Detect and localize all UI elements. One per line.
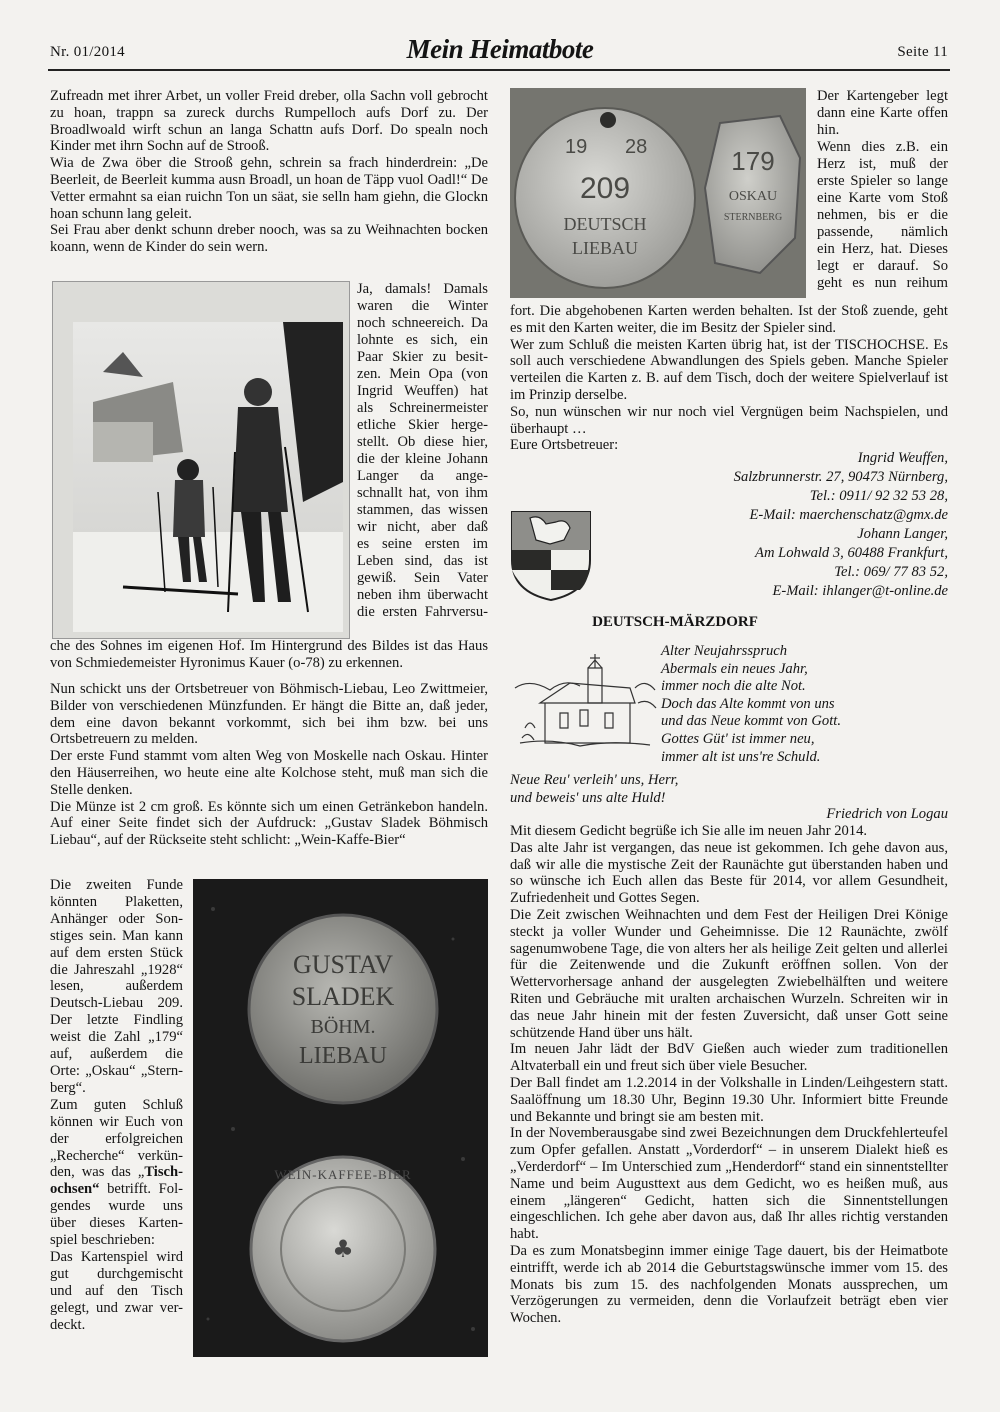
- poem-line: und beweis' uns alte Huld!: [510, 789, 666, 806]
- coin-photo-image: [193, 879, 488, 1357]
- contact-line: Tel.: 0911/ 92 32 53 28,: [809, 488, 948, 504]
- section-heading: DEUTSCH-MÄRZDORF: [592, 614, 758, 630]
- finds-line: Das Kartenspiel wird: [50, 1248, 183, 1265]
- finds-line-ochsen: [50, 1181, 183, 1198]
- ski-line: lohnte es sich, ein: [357, 332, 488, 348]
- ski-line: Langer da ange-: [357, 468, 488, 484]
- ski-line: als Schreinermeister: [357, 400, 488, 416]
- coins-text: [50, 681, 488, 849]
- body-paragraph: In der Novemberausgabe sind zwei Bezeichnungen dem Druckfehlerteufel zum Opfer gefallen. Anstatt „Vorderdorf“ – in unserem Dialekt hieß es „Verderdorf“ – Im Unterschied zum „Henderdorf“ stand ein sinnentstellter Name und beim Augusttext aus dem Gedicht, wo es heißen muß, aus einem „längeren“ Gedicht, hatten sich die Sinnentstellungen eingeschlichen. Ich gehe aber davon aus, daß Ihr alles richtig verstanden habt.: [510, 1125, 948, 1243]
- intro-paragraph: Zufreadn met ihrer Arbet, un voller Freid dreber, olla Sachn voll gebrocht zu hoan, trappn sa zureck durchs Rumpelloch aufs Dorf zu. Der Broadlwoald wirft schun an langa Schattn aufs Dorf. Do spealn noch Kinder met ihrn Sochn auf de Strooß.: [50, 88, 488, 155]
- header-rule: [48, 69, 950, 71]
- coin-clover-icon: ♣: [332, 1235, 354, 1263]
- poem-title: Alter Neujahrsspruch: [661, 643, 788, 659]
- maerzdorf-text: [510, 823, 948, 1327]
- tag-year-right: 28: [625, 136, 648, 158]
- contact-email: E-Mail: ihlanger@t-online.de: [772, 583, 948, 599]
- body-paragraph: Das alte Jahr ist vergangen, das neue ist gekommen. Ich gehe davon aus, daß wir alle die mystische Zeit der Raunächte gut überstanden haben und so wünsche ich Euch allen das Beste für 2014, vor allem Gesundheit, Zufriedenheit und Gottes Segen.: [510, 839, 948, 907]
- ski-line: Ingrid Weuffen) hat: [357, 383, 488, 399]
- church-icon: [510, 648, 658, 752]
- finds-line-end: betrifft. Fol-: [99, 1181, 183, 1198]
- page-number: Seite 11: [897, 44, 948, 60]
- finds-line: und auf den Tisch: [50, 1282, 183, 1299]
- coat-of-arms: [510, 510, 592, 602]
- finds-line: auf, außerdem die: [50, 1046, 183, 1063]
- ski-line: neben ihm überwacht: [357, 587, 488, 603]
- contact-line: Johann Langer,: [857, 526, 948, 542]
- coins-paragraph: Nun schickt uns der Ortsbetreuer von Böhmisch-Liebau, Leo Zwittmeier, Bilder von verschiedenen Münzfunden. Er hängt die Bitte an, daß jeder, dem eine davon bekannt vorkommt, sich bei ihm bzw. bei uns Ortsbetreuern zu melden.: [50, 681, 488, 748]
- body-paragraph: Die Zeit zwischen Weihnachten und dem Fest der Heiligen Drei Könige steckt ja voller Wunder und Geheimnisse. Die 12 Raunächte, zwölf sagenumwobene Tage, die von alters her als heilige Zeit gelten und allerlei für die Zeitenwende und die Zukunft eröffnen sollen. Von der Wettervorhersage anhand der ausgelegten Zwiebelhälften und weitere Riten und Gebräuche mit uralten archaischen Wurzeln. Schreiten wir in das neue Jahr hinein mit der festen Zuversicht, daß unser Gott seine schützende Hand über uns hält.: [510, 906, 948, 1041]
- finds-line: Orte: „Oskau“ „Stern-: [50, 1062, 183, 1079]
- card-line: Der Kartengeber legt: [817, 88, 948, 104]
- ski-line: die ersten Fahrversu-: [357, 604, 488, 620]
- ski-line: zen. Mein Opa (von: [357, 366, 488, 382]
- coin-back-text: WEIN-KAFFEE-BIER: [274, 1167, 412, 1182]
- finds-line: spiel beschrieben:: [50, 1232, 155, 1249]
- poem-line: und das Neue kommt von Gott.: [661, 713, 841, 730]
- card-game-text: [817, 88, 948, 292]
- finds-line-start: den, was das „: [50, 1164, 145, 1181]
- ski-line: Ja, damals! Damals: [357, 281, 488, 297]
- finds-line: Die zweiten Funde: [50, 877, 183, 893]
- masthead-logo: Mein Heimatbote: [406, 34, 594, 64]
- card-line: Wenn dies z.B. ein: [817, 139, 948, 155]
- ski-line: etliche Skier herge-: [357, 417, 488, 433]
- finds-line: gendes wurde uns: [50, 1198, 183, 1215]
- ski-line: die der kleine Johann: [357, 451, 488, 467]
- finds-line: berg“.: [50, 1079, 86, 1096]
- poem-line: Neue Reu' verleih' uns, Herr,: [510, 772, 679, 788]
- coin-text-bohm: BÖHM.: [310, 1016, 376, 1038]
- card-paragraph: Wer zum Schluß die meisten Karten übrig hat, ist der TISCHOCHSE. Es soll auch verschiedene Abwandlungen des Spiels geben. Manche Spieler verteilen die Karten z. B. auf dem Tisch, doch der weitere Spielverlauf ist im Prinzip derselbe.: [510, 336, 948, 403]
- finds-line: können wir Euch von: [50, 1113, 183, 1130]
- tag-deutsch: DEUTSCH: [563, 214, 647, 234]
- coin-text-sladek: SLADEK: [291, 982, 395, 1011]
- card-line: legt er darauf. So: [817, 258, 948, 274]
- card-line: Herz ist, muß der: [817, 156, 948, 172]
- ski-caption-continued: che des Sohnes im eigenen Hof. Im Hintergrund des Bildes ist das Haus von Schmiedemeister Hyronimus Kauer (o-78) zu erkennen.: [50, 638, 488, 671]
- tag-sternberg: STERNBERG: [723, 212, 783, 223]
- finds-line: stiges sein. Man kann: [50, 927, 183, 944]
- contact-line: Am Lohwald 3, 60488 Frankfurt,: [755, 545, 948, 561]
- finds-line: Der letzte Findling: [50, 1012, 183, 1029]
- contact-line: Tel.: 069/ 77 83 52,: [834, 564, 948, 580]
- ski-line: waren die Winter: [357, 298, 488, 314]
- card-paragraph: So, nun wünschen wir nur noch viel Vergnügen beim Nachspielen, und überhaupt …: [510, 403, 948, 437]
- coin-text-liebau: LIEBAU: [299, 1043, 387, 1069]
- signoff-label: Eure Ortsbetreuer:: [510, 437, 619, 454]
- ski-photo-image: [53, 282, 349, 638]
- card-paragraph: fort. Die abgehobenen Karten werden behalten. Ist der Stoß zuende, geht es mit den Karten weiter, die im Besitz der Spieler sind.: [510, 303, 948, 336]
- finds-line: gut durchgemischt: [50, 1265, 183, 1282]
- poem-line: immer alt ist uns're Schuld.: [661, 748, 821, 765]
- shield-icon: [510, 510, 592, 602]
- card-line: geht es nun reihum: [817, 275, 948, 291]
- ski-line: schnallt hat, von ihm: [357, 485, 488, 501]
- body-paragraph: Im neuen Jahr lädt der BdV Gießen auch wieder zum traditionellen Altvaterball ein und freut sich über viele Besucher.: [510, 1041, 948, 1075]
- finds-line: die Jahreszahl „1928“: [50, 961, 183, 978]
- tag-oskau: OSKAU: [728, 189, 778, 204]
- card-line: dann eine Karte offen: [817, 105, 948, 121]
- finds-line: auf dem ersten Stück: [50, 944, 183, 961]
- finds-line: weist die Zahl „179“: [50, 1029, 183, 1046]
- card-line: passende, nämlich: [817, 224, 948, 240]
- card-line: nehmen, bis er die: [817, 207, 948, 223]
- poem: [661, 643, 911, 766]
- contact-line: Ingrid Weuffen,: [857, 450, 948, 466]
- finds-line: lesen, außerdem: [50, 978, 183, 995]
- contact-line: Salzbrunnerstr. 27, 90473 Nürnberg,: [733, 469, 948, 485]
- finds-line: über dieses Karten-: [50, 1215, 183, 1232]
- card-line: erste Spieler so lange: [817, 173, 948, 189]
- card-line: eine Karte vom Stoß: [817, 190, 948, 206]
- finds-line: Anhänger oder Son-: [50, 910, 183, 927]
- poem-line: Gottes Güt' ist immer neu,: [661, 730, 815, 747]
- ski-line: es seine ersten im: [357, 536, 488, 552]
- tags-photo-image: [510, 88, 806, 298]
- tags-photo: [510, 88, 806, 298]
- contact-weuffen: [618, 449, 948, 525]
- finds-line: „Recherche“ verkün-: [50, 1147, 183, 1164]
- coin-photo: [193, 879, 488, 1357]
- coin-text-gustav: GUSTAV: [292, 950, 394, 979]
- finds-line: Deutsch-Liebau 209.: [50, 995, 183, 1012]
- body-paragraph: Mit diesem Gedicht begrüße ich Sie alle im neuen Jahr 2014.: [510, 823, 868, 839]
- finds-line: Zum guten Schluß: [50, 1096, 183, 1113]
- ski-line: Paar Skier zu besit-: [357, 349, 488, 365]
- ski-line: Leben sind, das ist: [357, 553, 488, 569]
- ski-line: stammen, das wissen: [357, 502, 488, 518]
- intro-paragraph: Wia de Zwa öber die Strooß gehn, schrein sa frach hinderdrein: „De Beerleit, de Beerleit kumma ausn Broadl, un hoan de Täpp vuol Oadl!“ De Vetter ermahnt sa eian ruichn Ton un säat, sie selln ham giehn, die Glockn hoan schunn lang geleit.: [50, 155, 488, 222]
- intro-text: [50, 88, 488, 256]
- intro-paragraph: Sei Frau aber denkt schunn dreber nooch, was sa zu Weihnachten bocken koann, wenn de Kinder do sein wern.: [50, 222, 488, 256]
- card-line: ein Herz, hat. Dieses: [817, 241, 948, 257]
- finds-line: deckt.: [50, 1316, 86, 1333]
- contact-email: E-Mail: maerchenschatz@gmx.de: [749, 507, 948, 523]
- poem-author: Friedrich von Logau: [826, 806, 948, 822]
- card-line: hin.: [817, 122, 840, 138]
- body-paragraph: Der Ball findet am 1.2.2014 in der Volkshalle in Linden/Leihgestern statt. Saalöffnung um 18.30 Uhr, Beginn 19.30 Uhr. Informiert bitte Freunde und Bekannte und bringt sie am besten mit.: [510, 1074, 948, 1125]
- poem-line: Doch das Alte kommt von uns: [661, 695, 835, 712]
- poem-end: [510, 772, 810, 807]
- tag-liebau: LIEBAU: [572, 238, 638, 258]
- finds-line: gelegt, und zwar ver-: [50, 1299, 183, 1316]
- ski-line: stellt. Ob diese hier,: [357, 434, 488, 450]
- poem-line: immer noch die alte Not.: [661, 678, 806, 695]
- poem-line: Abermals ein neues Jahr,: [661, 660, 808, 677]
- ski-caption-text: [357, 281, 488, 621]
- coins-paragraph: Der erste Fund stammt vom alten Weg von Moskelle nach Oskau. Hinter den Häuserreihen, wo heute eine alte Kolchose steht, muß man sich die Stelle denken.: [50, 748, 488, 798]
- body-paragraph: Da es zum Monatsbeginn immer einige Tage dauert, bis der Heimatbote eintrifft, werde ich ab 2014 die Geburtstagswünsche immer vom 15. des Monats bis zum 15. des nachfolgenden Monats aussprechen, um Verzögerungen zu vermeiden, denn die Vorlaufzeit beträgt eben vier Wochen.: [510, 1242, 948, 1327]
- ski-line: gewiß. Sein Vater: [357, 570, 488, 586]
- finds-line-tisch: [50, 1164, 183, 1181]
- tisch-bold: Tisch-: [144, 1164, 183, 1181]
- finds-line: könnten Plaketten,: [50, 893, 183, 910]
- tag-number-179: 179: [731, 146, 775, 176]
- issue-number: Nr. 01/2014: [50, 44, 125, 60]
- contact-langer: [588, 525, 948, 601]
- tag-year-left: 19: [565, 136, 588, 158]
- coins-paragraph: Die Münze ist 2 cm groß. Es könnte sich um einen Getränkebon handeln. Auf einer Seite findet sich der Aufdruck: „Gustav Sladek Böhmisch Liebau“, auf der Rückseite steht schlicht: „Wein-Kaffe-Bier“: [50, 798, 488, 849]
- church-sketch: [510, 648, 658, 752]
- ski-photo: [52, 281, 350, 639]
- finds-text: [50, 877, 183, 1333]
- ski-line: wir nicht, aber daß: [357, 519, 488, 535]
- tag-number-209: 209: [579, 172, 631, 205]
- ochsen-bold: ochsen“: [50, 1181, 100, 1198]
- finds-line: der erfolgreichen: [50, 1130, 183, 1147]
- ski-line: noch schneereich. Da: [357, 315, 488, 331]
- card-game-continued: [510, 303, 948, 454]
